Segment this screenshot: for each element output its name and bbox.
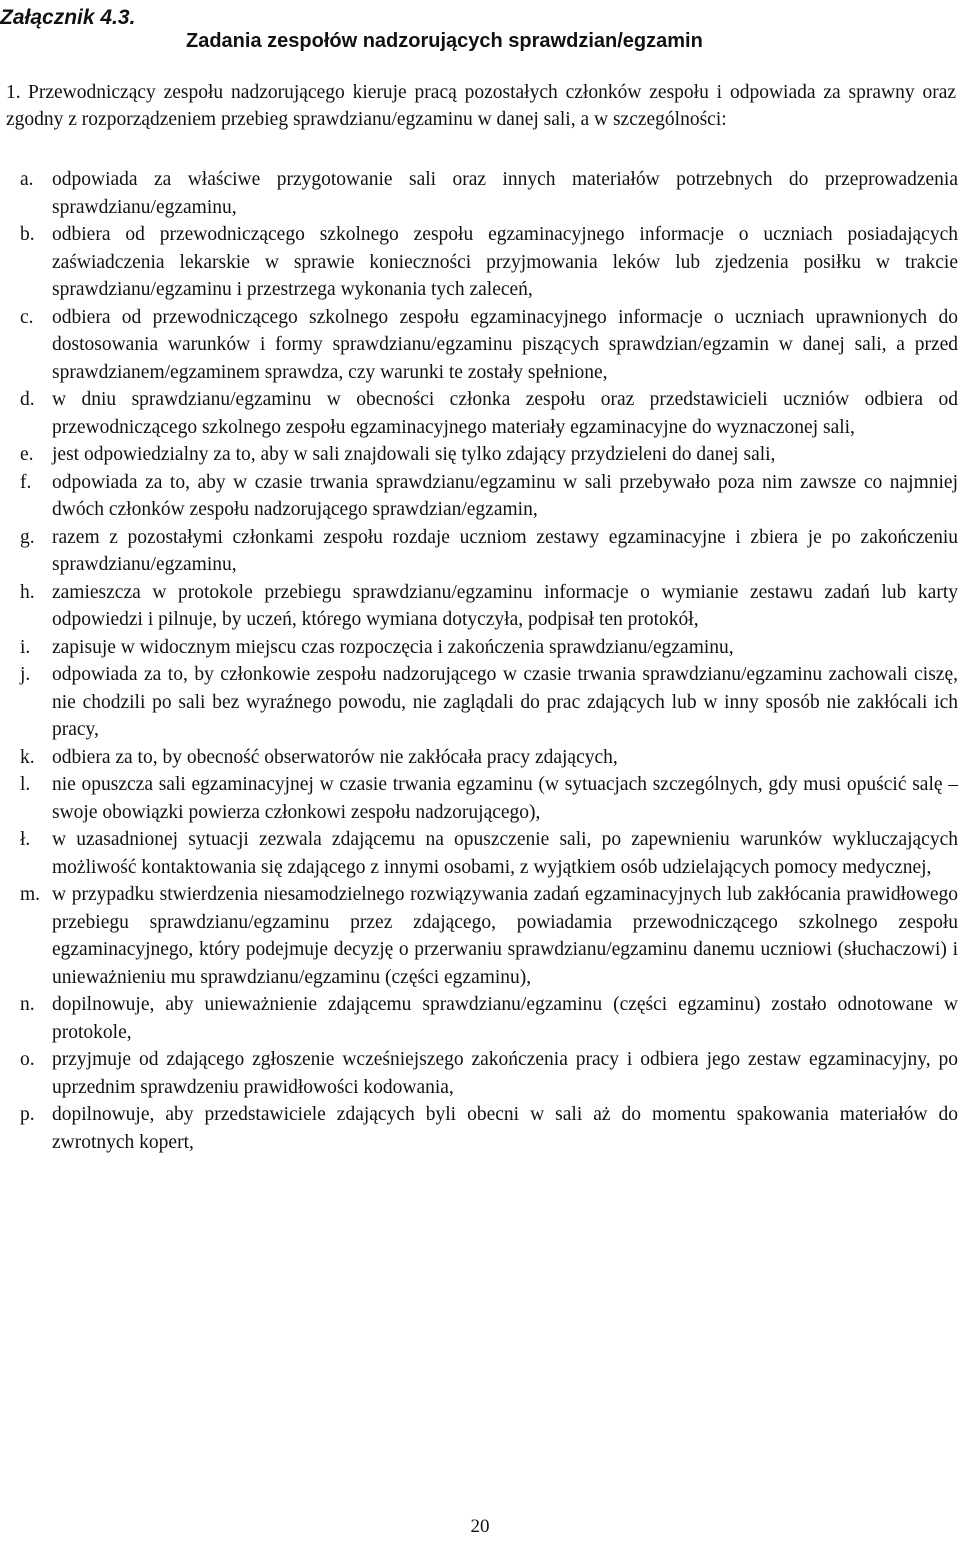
list-item-text: odpowiada za to, by członkowie zespołu nadzorującego w czasie trwania sprawdzianu/egzaminu zachowali ciszę, nie chodzili po sali bez wyraźnego powodu, nie zaglądali do prac zdających lub w inny sposób nie zakłócali ich pracy, <box>52 664 958 740</box>
list-item <box>20 304 958 387</box>
list-item-text: przyjmuje od zdającego zgłoszenie wcześniejszego zakończenia pracy i odbiera jego zestaw egzaminacyjny, po uprzednim sprawdzeniu prawidłowości kodowania, <box>52 1049 958 1098</box>
list-item-letter: e. <box>20 444 34 465</box>
list-item <box>20 579 958 634</box>
list-item-letter: i. <box>20 636 31 658</box>
list-item <box>20 881 958 991</box>
list-item-text: odpowiada za to, aby w czasie trwania sprawdzianu/egzaminu w sali przebywało poza nim zawsze co najmniej dwóch członków zespołu nadzorującego sprawdzian/egzamin, <box>52 471 958 520</box>
list-item-text: dopilnowuje, aby przedstawiciele zdających byli obecni w sali aż do momentu spakowania materiałów do zwrotnych kopert, <box>52 1104 958 1153</box>
section-number: 1. <box>6 82 21 103</box>
list-item <box>20 771 958 826</box>
list-item-letter: l. <box>20 774 31 795</box>
list-item-text: odbiera za to, by obecność obserwatorów nie zakłócała pracy zdających, <box>52 746 618 768</box>
list-item-text: w dniu sprawdzianu/egzaminu w obecności członka zespołu oraz przedstawicieli uczniów odbiera od przewodniczącego szkolnego zespołu egzaminacyjnego materiały egzaminacyjne do wyznaczonej sali, <box>52 389 958 438</box>
list-item-letter: p. <box>20 1104 35 1125</box>
list-item <box>20 441 958 469</box>
list-item-text: odbiera od przewodniczącego szkolnego zespołu egzaminacyjnego informacje o uczniach uprawnionych do dostosowania warunków i formy sprawdzianu/egzaminu piszących sprawdzian/egzamin w danej sali, a przed sprawdzianem/egzaminem sprawdza, czy warunki te zostały spełnione, <box>52 306 958 383</box>
list-item-text: zamieszcza w protokole przebiegu sprawdzianu/egzaminu informacje o wymianie zestawu zadań lub karty odpowiedzi i pilnuje, by uczeń, którego wymiana dotyczyła, podpisał ten protokół, <box>52 581 958 630</box>
list-item <box>20 744 958 772</box>
list-item-text: odpowiada za właściwe przygotowanie sali oraz innych materiałów potrzebnych do przeprowadzenia sprawdzianu/egzaminu, <box>52 169 958 218</box>
annex-label: Załącznik 4.3. <box>0 6 136 29</box>
list-item-text: odbiera od przewodniczącego szkolnego zespołu egzaminacyjnego informacje o uczniach posiadających zaświadczenia lekarskie w sprawie konieczności przyjmowania leków lub zjedzenia posiłku w trakcie sprawdzianu/egzaminu i przestrzega wykonania tych zaleceń, <box>52 224 958 300</box>
list-item <box>20 524 958 579</box>
page-title: Zadania zespołów nadzorujących sprawdzian/egzamin <box>186 30 703 52</box>
list-item-letter: h. <box>20 581 35 603</box>
list-item-text: dopilnowuje, aby unieważnienie zdającemu sprawdzianu/egzaminu (części egzaminu) zostało odnotowane w protokole, <box>52 994 958 1043</box>
list-item <box>20 469 958 524</box>
section-intro-text: Przewodniczący zespołu nadzorującego kieruje pracą pozostałych członków zespołu i odpowiada za sprawny oraz zgodny z rozporządzeniem przebieg sprawdzianu/egzaminu w danej sali, a w szczególności: <box>6 82 956 130</box>
list-item-text: nie opuszcza sali egzaminacyjnej w czasie trwania egzaminu (w sytuacjach szczególnych, gdy musi opuścić salę – swoje obowiązki powierza członkowi zespołu nadzorującego), <box>52 774 958 823</box>
list-item-text: razem z pozostałymi członkami zespołu rozdaje uczniom zestawy egzaminacyjne i zbiera je po zakończeniu sprawdzianu/egzaminu, <box>52 526 958 575</box>
list-item <box>20 386 958 441</box>
list-item <box>20 221 958 304</box>
duties-list <box>20 166 958 1156</box>
list-item-letter: ł. <box>20 829 31 850</box>
page-number: 20 <box>470 1516 490 1537</box>
list-item-letter: f. <box>20 471 32 493</box>
list-item-text: w przypadku stwierdzenia niesamodzielnego rozwiązywania zadań egzaminacyjnych lub zakłócania prawidłowego przebiegu sprawdzianu/egzaminu przez zdającego, powiadamia przewodniczącego szkolnego zespołu egzaminacyjnego, który podejmuje decyzję o przerwaniu sprawdzianu/egzaminu danemu uczniowi (słuchaczowi) i unieważnieniu mu sprawdzianu/egzaminu (części egzaminu), <box>52 884 958 988</box>
list-item-letter: k. <box>20 746 35 768</box>
list-item-letter: a. <box>20 169 34 190</box>
list-item <box>20 166 958 221</box>
list-item-letter: n. <box>20 994 35 1015</box>
list-item <box>20 991 958 1046</box>
list-item-letter: m. <box>20 884 41 905</box>
section-intro <box>6 79 956 133</box>
list-item-text: jest odpowiedzialny za to, aby w sali znajdowali się tylko zdający przydzieleni do danej sali, <box>52 444 776 465</box>
list-item-text: zapisuje w widocznym miejscu czas rozpoczęcia i zakończenia sprawdzianu/egzaminu, <box>52 636 734 658</box>
list-item-text: w uzasadnionej sytuacji zezwala zdającemu na opuszczenie sali, po zapewnieniu warunków wykluczających możliwość kontaktowania się zdającego z innymi osobami, z wyjątkiem osób udzielających pomocy medycznej, <box>52 829 958 878</box>
list-item-letter: c. <box>20 306 34 328</box>
list-item-letter: g. <box>20 526 35 548</box>
list-item-letter: o. <box>20 1049 35 1070</box>
list-item-letter: d. <box>20 389 35 410</box>
list-item <box>20 826 958 881</box>
list-item <box>20 661 958 744</box>
list-item <box>20 634 958 662</box>
list-item <box>20 1046 958 1101</box>
list-item-letter: j. <box>20 664 31 685</box>
list-item-letter: b. <box>20 224 35 245</box>
list-item <box>20 1101 958 1156</box>
